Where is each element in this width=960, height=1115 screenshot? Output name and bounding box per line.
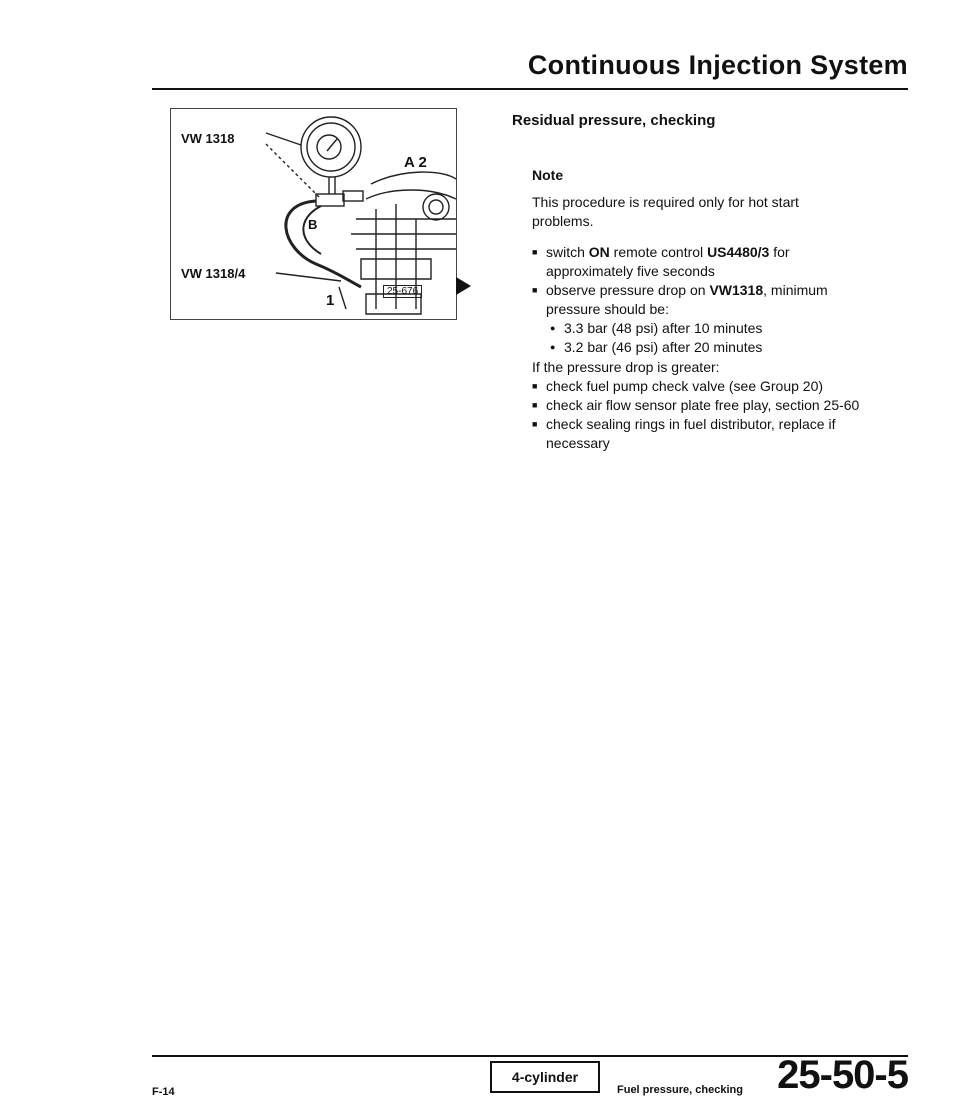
- page-code: F-14: [152, 1086, 175, 1098]
- section-heading: Residual pressure, checking: [512, 112, 716, 129]
- figure-label-tool: VW 1318: [181, 131, 235, 146]
- note-label: Note: [532, 167, 564, 183]
- figure-label-1: 1: [326, 292, 335, 309]
- list-item: ■ switch ON remote control US4480/3 for approximately five seconds: [532, 243, 872, 281]
- figure-label-a2: A 2: [404, 154, 427, 171]
- check-steps: [532, 377, 872, 453]
- list-item: ■ observe pressure drop on VW1318, minimum pressure should be: ● 3.3 bar (48 psi) after 10 minutes ● 3.2 bar (46 psi) after 20 minutes: [532, 281, 872, 357]
- page-number: 25-50-5: [777, 1053, 908, 1097]
- figure-label-b: B: [308, 217, 318, 232]
- pointer-arrow-icon: [456, 277, 471, 295]
- page-title: Continuous Injection System: [527, 50, 908, 80]
- engine-badge: 4-cylinder: [490, 1061, 600, 1093]
- list-item: ■ check fuel pump check valve (see Group 20): [532, 377, 872, 396]
- list-item: ■ check air flow sensor plate free play, section 25-60: [532, 396, 872, 415]
- header-divider: [152, 88, 908, 90]
- footer-section-name: Fuel pressure, checking: [617, 1084, 743, 1096]
- list-item: ● 3.2 bar (46 psi) after 20 minutes: [550, 338, 872, 357]
- list-item: ■ check sealing rings in fuel distributor, replace if necessary: [532, 415, 872, 453]
- gauge-illustration: [170, 108, 457, 320]
- condition-text: If the pressure drop is greater:: [532, 359, 720, 375]
- pressure-values: [546, 319, 872, 357]
- note-text: This procedure is required only for hot start problems.: [532, 194, 799, 229]
- figure-reference-code: 25-676: [383, 285, 422, 298]
- figure-label-adapter: VW 1318/4: [181, 266, 246, 281]
- procedure-steps: [532, 243, 872, 357]
- list-item: ● 3.3 bar (48 psi) after 10 minutes: [550, 319, 872, 338]
